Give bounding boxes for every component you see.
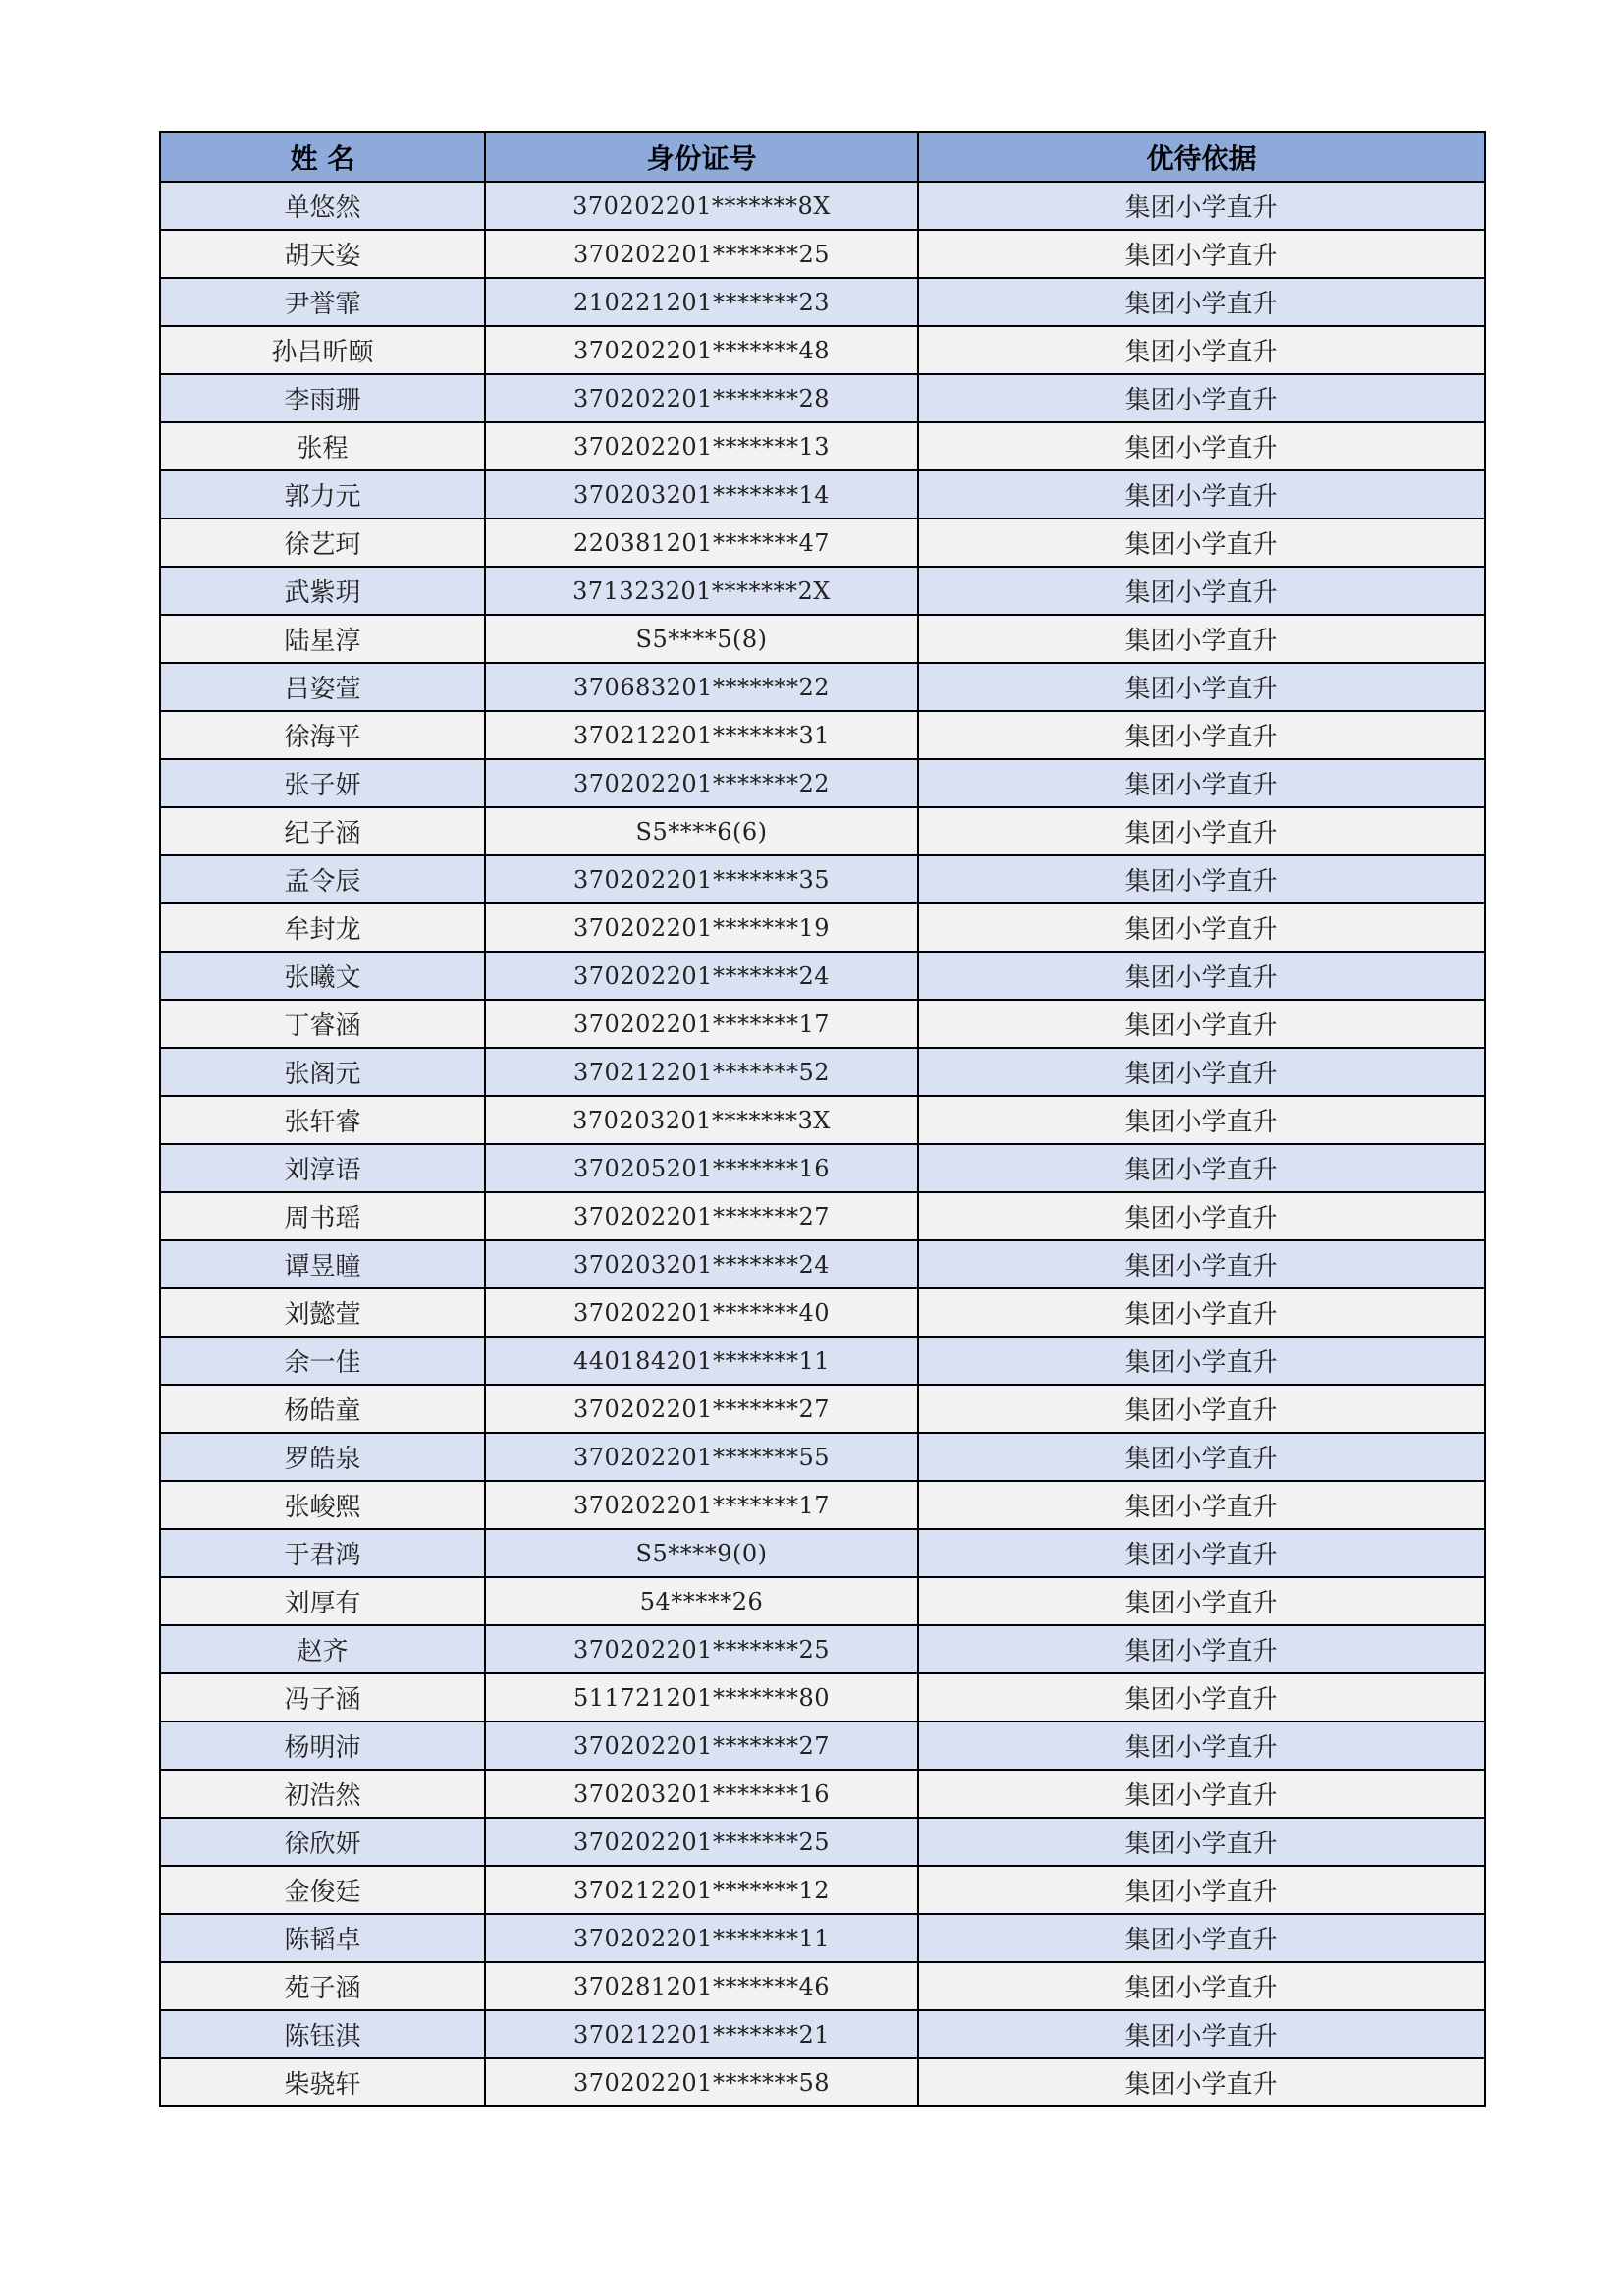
header-id-number: 身份证号 [485,132,918,182]
cell-name: 刘厚有 [160,1577,485,1625]
cell-preferential-basis: 集团小学直升 [918,1577,1485,1625]
cell-preferential-basis: 集团小学直升 [918,615,1485,663]
cell-preferential-basis: 集团小学直升 [918,278,1485,326]
cell-name: 张轩睿 [160,1096,485,1144]
cell-name: 尹誉霏 [160,278,485,326]
table-row [160,374,1485,422]
cell-preferential-basis: 集团小学直升 [918,519,1485,567]
cell-preferential-basis: 集团小学直升 [918,1770,1485,1818]
cell-id-number: S5****6(6) [485,807,918,855]
cell-id-number: 370212201*******12 [485,1866,918,1914]
table-row [160,615,1485,663]
cell-preferential-basis: 集团小学直升 [918,1337,1485,1385]
cell-name: 杨皓童 [160,1385,485,1433]
cell-id-number: 370202201*******55 [485,1433,918,1481]
cell-preferential-basis: 集团小学直升 [918,903,1485,952]
cell-preferential-basis: 集团小学直升 [918,1240,1485,1288]
table-row [160,1770,1485,1818]
cell-preferential-basis: 集团小学直升 [918,1818,1485,1866]
cell-id-number: 370202201*******27 [485,1192,918,1240]
table-row [160,1096,1485,1144]
cell-preferential-basis: 集团小学直升 [918,1048,1485,1096]
cell-name: 孟令辰 [160,855,485,903]
table-row [160,807,1485,855]
table-row [160,1625,1485,1673]
cell-name: 柴骁轩 [160,2058,485,2106]
table-row [160,1000,1485,1048]
cell-preferential-basis: 集团小学直升 [918,326,1485,374]
table-row [160,1529,1485,1577]
cell-preferential-basis: 集团小学直升 [918,1288,1485,1337]
table-row [160,1048,1485,1096]
roster-table [159,131,1486,2107]
cell-name: 牟封龙 [160,903,485,952]
cell-id-number: 370202201*******25 [485,1818,918,1866]
cell-preferential-basis: 集团小学直升 [918,759,1485,807]
table-row [160,422,1485,470]
table-row [160,1481,1485,1529]
cell-id-number: 370203201*******14 [485,470,918,519]
cell-id-number: 370202201*******22 [485,759,918,807]
cell-name: 金俊廷 [160,1866,485,1914]
table-row [160,326,1485,374]
cell-preferential-basis: 集团小学直升 [918,952,1485,1000]
table-row [160,759,1485,807]
table-row [160,278,1485,326]
cell-id-number: 370203201*******16 [485,1770,918,1818]
cell-preferential-basis: 集团小学直升 [918,1673,1485,1722]
cell-name: 谭昱瞳 [160,1240,485,1288]
cell-id-number: 371323201*******2X [485,567,918,615]
cell-name: 陈韬卓 [160,1914,485,1962]
header-name: 姓 名 [160,132,485,182]
cell-preferential-basis: 集团小学直升 [918,567,1485,615]
table-row [160,663,1485,711]
cell-name: 徐海平 [160,711,485,759]
cell-name: 张峻熙 [160,1481,485,1529]
table-row [160,1337,1485,1385]
cell-name: 余一佳 [160,1337,485,1385]
header-preferential-basis: 优待依据 [918,132,1485,182]
table-row [160,1866,1485,1914]
cell-preferential-basis: 集团小学直升 [918,1914,1485,1962]
table-row [160,855,1485,903]
cell-name: 单悠然 [160,182,485,230]
cell-name: 纪子涵 [160,807,485,855]
cell-name: 杨明沛 [160,1722,485,1770]
cell-id-number: 54*****26 [485,1577,918,1625]
cell-name: 丁睿涵 [160,1000,485,1048]
cell-preferential-basis: 集团小学直升 [918,1192,1485,1240]
cell-id-number: 370202201*******24 [485,952,918,1000]
cell-id-number: 370202201*******27 [485,1385,918,1433]
cell-id-number: 370202201*******25 [485,230,918,278]
cell-id-number: 370203201*******24 [485,1240,918,1288]
cell-name: 刘淳语 [160,1144,485,1192]
cell-id-number: 370202201*******19 [485,903,918,952]
cell-name: 郭力元 [160,470,485,519]
cell-name: 刘懿萱 [160,1288,485,1337]
cell-name: 孙吕昕颐 [160,326,485,374]
cell-id-number: 210221201*******23 [485,278,918,326]
cell-name: 徐欣妍 [160,1818,485,1866]
cell-id-number: 370202201*******8X [485,182,918,230]
cell-preferential-basis: 集团小学直升 [918,2010,1485,2058]
cell-preferential-basis: 集团小学直升 [918,1433,1485,1481]
cell-id-number: 370202201*******13 [485,422,918,470]
table-row [160,1240,1485,1288]
table-row [160,1577,1485,1625]
table-row [160,903,1485,952]
cell-id-number: 370202201*******17 [485,1481,918,1529]
table-row [160,952,1485,1000]
cell-preferential-basis: 集团小学直升 [918,855,1485,903]
cell-id-number: 370683201*******22 [485,663,918,711]
table-row [160,2010,1485,2058]
table-row [160,230,1485,278]
cell-name: 武紫玥 [160,567,485,615]
cell-name: 于君鸿 [160,1529,485,1577]
cell-preferential-basis: 集团小学直升 [918,1000,1485,1048]
cell-preferential-basis: 集团小学直升 [918,1625,1485,1673]
cell-name: 徐艺珂 [160,519,485,567]
table-body [160,182,1485,2106]
cell-id-number: 440184201*******11 [485,1337,918,1385]
cell-name: 张曦文 [160,952,485,1000]
cell-name: 初浩然 [160,1770,485,1818]
roster-table-container [159,131,1486,2107]
cell-id-number: 370203201*******3X [485,1096,918,1144]
cell-id-number: 370202201*******25 [485,1625,918,1673]
table-row [160,182,1485,230]
cell-preferential-basis: 集团小学直升 [918,1481,1485,1529]
table-row [160,711,1485,759]
cell-name: 张子妍 [160,759,485,807]
cell-id-number: 370202201*******17 [485,1000,918,1048]
cell-preferential-basis: 集团小学直升 [918,1096,1485,1144]
cell-name: 陆星淳 [160,615,485,663]
cell-name: 吕姿萱 [160,663,485,711]
cell-id-number: 370202201*******35 [485,855,918,903]
cell-name: 罗皓泉 [160,1433,485,1481]
cell-name: 李雨珊 [160,374,485,422]
cell-preferential-basis: 集团小学直升 [918,182,1485,230]
cell-id-number: 370212201*******52 [485,1048,918,1096]
table-row [160,1433,1485,1481]
table-row [160,1673,1485,1722]
cell-name: 胡天姿 [160,230,485,278]
cell-id-number: 220381201*******47 [485,519,918,567]
cell-id-number: 370202201*******11 [485,1914,918,1962]
cell-id-number: 370202201*******40 [485,1288,918,1337]
cell-id-number: 370205201*******16 [485,1144,918,1192]
table-row [160,567,1485,615]
table-row [160,1385,1485,1433]
cell-preferential-basis: 集团小学直升 [918,2058,1485,2106]
table-row [160,1192,1485,1240]
cell-id-number: S5****5(8) [485,615,918,663]
cell-id-number: 511721201*******80 [485,1673,918,1722]
table-row [160,2058,1485,2106]
cell-id-number: 370202201*******27 [485,1722,918,1770]
cell-preferential-basis: 集团小学直升 [918,807,1485,855]
cell-name: 周书瑶 [160,1192,485,1240]
cell-name: 张阁元 [160,1048,485,1096]
cell-preferential-basis: 集团小学直升 [918,1385,1485,1433]
cell-preferential-basis: 集团小学直升 [918,1962,1485,2010]
table-row [160,519,1485,567]
cell-preferential-basis: 集团小学直升 [918,230,1485,278]
table-row [160,1144,1485,1192]
cell-name: 赵齐 [160,1625,485,1673]
table-header [160,132,1485,182]
cell-name: 冯子涵 [160,1673,485,1722]
cell-preferential-basis: 集团小学直升 [918,470,1485,519]
cell-id-number: 370212201*******21 [485,2010,918,2058]
cell-name: 陈钰淇 [160,2010,485,2058]
cell-id-number: 370202201*******28 [485,374,918,422]
cell-name: 苑子涵 [160,1962,485,2010]
table-row [160,1962,1485,2010]
header-row [160,132,1485,182]
table-row [160,1818,1485,1866]
cell-preferential-basis: 集团小学直升 [918,1866,1485,1914]
cell-name: 张程 [160,422,485,470]
table-row [160,1722,1485,1770]
cell-preferential-basis: 集团小学直升 [918,663,1485,711]
cell-id-number: 370212201*******31 [485,711,918,759]
cell-id-number: 370202201*******48 [485,326,918,374]
cell-id-number: S5****9(0) [485,1529,918,1577]
cell-preferential-basis: 集团小学直升 [918,711,1485,759]
cell-preferential-basis: 集团小学直升 [918,1144,1485,1192]
cell-preferential-basis: 集团小学直升 [918,374,1485,422]
cell-preferential-basis: 集团小学直升 [918,422,1485,470]
table-row [160,470,1485,519]
cell-preferential-basis: 集团小学直升 [918,1722,1485,1770]
cell-id-number: 370202201*******58 [485,2058,918,2106]
cell-preferential-basis: 集团小学直升 [918,1529,1485,1577]
cell-id-number: 370281201*******46 [485,1962,918,2010]
table-row [160,1288,1485,1337]
table-row [160,1914,1485,1962]
